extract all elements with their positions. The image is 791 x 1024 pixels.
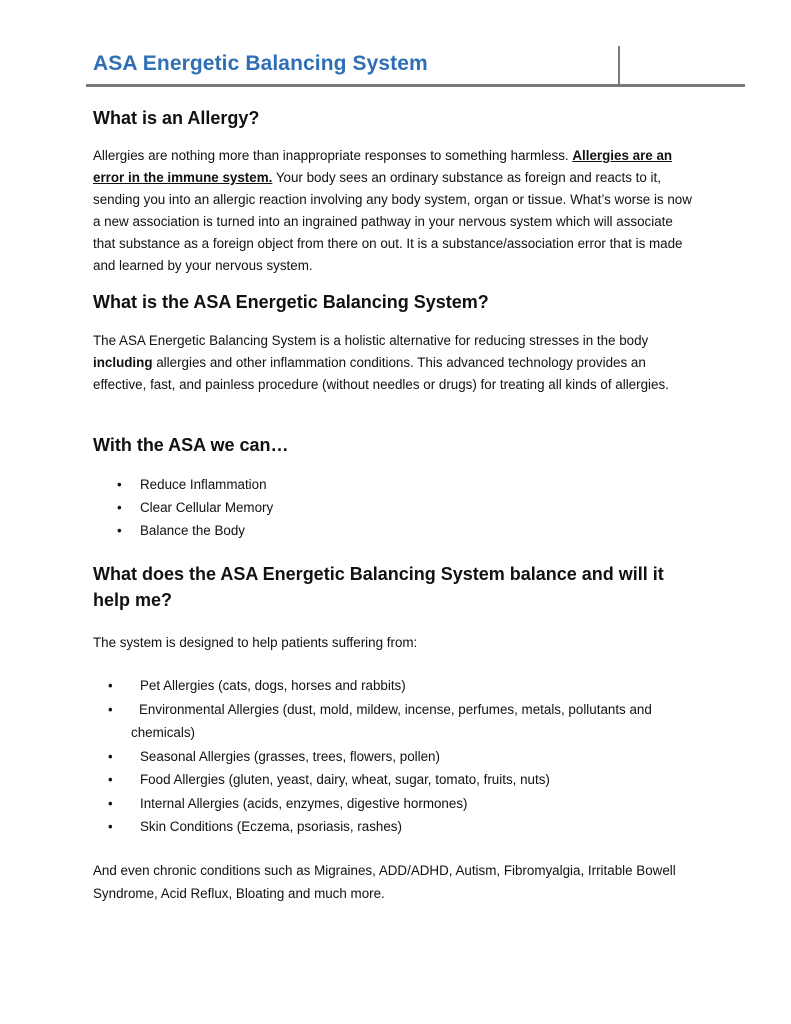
bullet-icon: • <box>117 500 122 515</box>
header-divider-vertical <box>618 46 620 86</box>
heading-what-is-asa: What is the ASA Energetic Balancing System? <box>93 292 489 312</box>
bullet-icon: • <box>108 748 113 764</box>
bullet-icon: • <box>108 678 113 693</box>
paragraph-closing: And even chronic conditions such as Migraines, ADD/ADHD, Autism, Fibromyalgia, Irritable Bowell Syndrome, Acid Reflux, Bloating and much more. <box>93 863 676 901</box>
heading-line-2: help me? <box>93 590 173 610</box>
list-item: • Environmental Allergies (dust, mold, mildew, incense, perfumes, metals, pollutants and chemicals) <box>93 698 703 745</box>
list-item: • Seasonal Allergies (grasses, trees, flowers, pollen) <box>93 745 703 769</box>
list-item: • Clear Cellular Memory <box>93 497 493 520</box>
paragraph-asa-end: allergies and other inflammation conditions. This advanced technology provides an effective, fast, and painless procedure (without needles or drugs) for treating all kinds of allergies. <box>93 355 669 392</box>
paragraph-asa-start: The ASA Energetic Balancing System is a holistic alternative for reducing stresses in the body <box>93 333 649 348</box>
heading-what-is-allergy: What is an Allergy? <box>93 108 260 128</box>
bullet-icon: • <box>117 523 122 538</box>
paragraph-intro: The system is designed to help patients suffering from: <box>93 635 418 650</box>
heading-with-asa: With the ASA we can… <box>93 435 289 455</box>
header-rule <box>86 84 745 87</box>
paragraph-asa <box>93 330 695 396</box>
heading-line-1: What does the ASA Energetic Balancing System balance and will it <box>93 564 664 584</box>
list-item: • Food Allergies (gluten, yeast, dairy, wheat, sugar, tomato, fruits, nuts) <box>93 768 703 792</box>
bullet-icon: • <box>108 701 113 717</box>
heading-what-does-asa-balance <box>93 561 713 613</box>
conditions-list <box>93 674 703 839</box>
paragraph-asa-emphasis: including <box>93 355 153 370</box>
paragraph-allergy <box>93 145 695 277</box>
bullet-icon: • <box>108 819 113 834</box>
list-item: • Skin Conditions (Eczema, psoriasis, rashes) <box>93 815 703 839</box>
document-title: ASA Energetic Balancing System <box>93 52 428 75</box>
bullet-icon: • <box>117 477 122 492</box>
paragraph-allergy-emphasis: Allergies are an error in the immune system. <box>93 148 673 185</box>
paragraph-allergy-start: Allergies are nothing more than inappropriate responses to something harmless. <box>93 148 573 163</box>
list-item: • Pet Allergies (cats, dogs, horses and rabbits) <box>93 674 703 698</box>
paragraph-allergy-end: Your body sees an ordinary substance as foreign and reacts to it, sending you into an allergic reaction involving any body system, organ or tissue. What’s worse is now a new association is turned into an ingrained pathway in your nervous system which will associate that substance as a foreign object from there on out. It is a substance/association error that is made and learned by your nervous system. <box>93 170 692 273</box>
benefits-list <box>93 474 493 543</box>
list-item: • Balance the Body <box>93 520 493 543</box>
bullet-icon: • <box>108 795 113 811</box>
bullet-icon: • <box>108 772 113 787</box>
list-item: • Reduce Inflammation <box>93 474 493 497</box>
list-item: • Internal Allergies (acids, enzymes, digestive hormones) <box>93 792 703 816</box>
